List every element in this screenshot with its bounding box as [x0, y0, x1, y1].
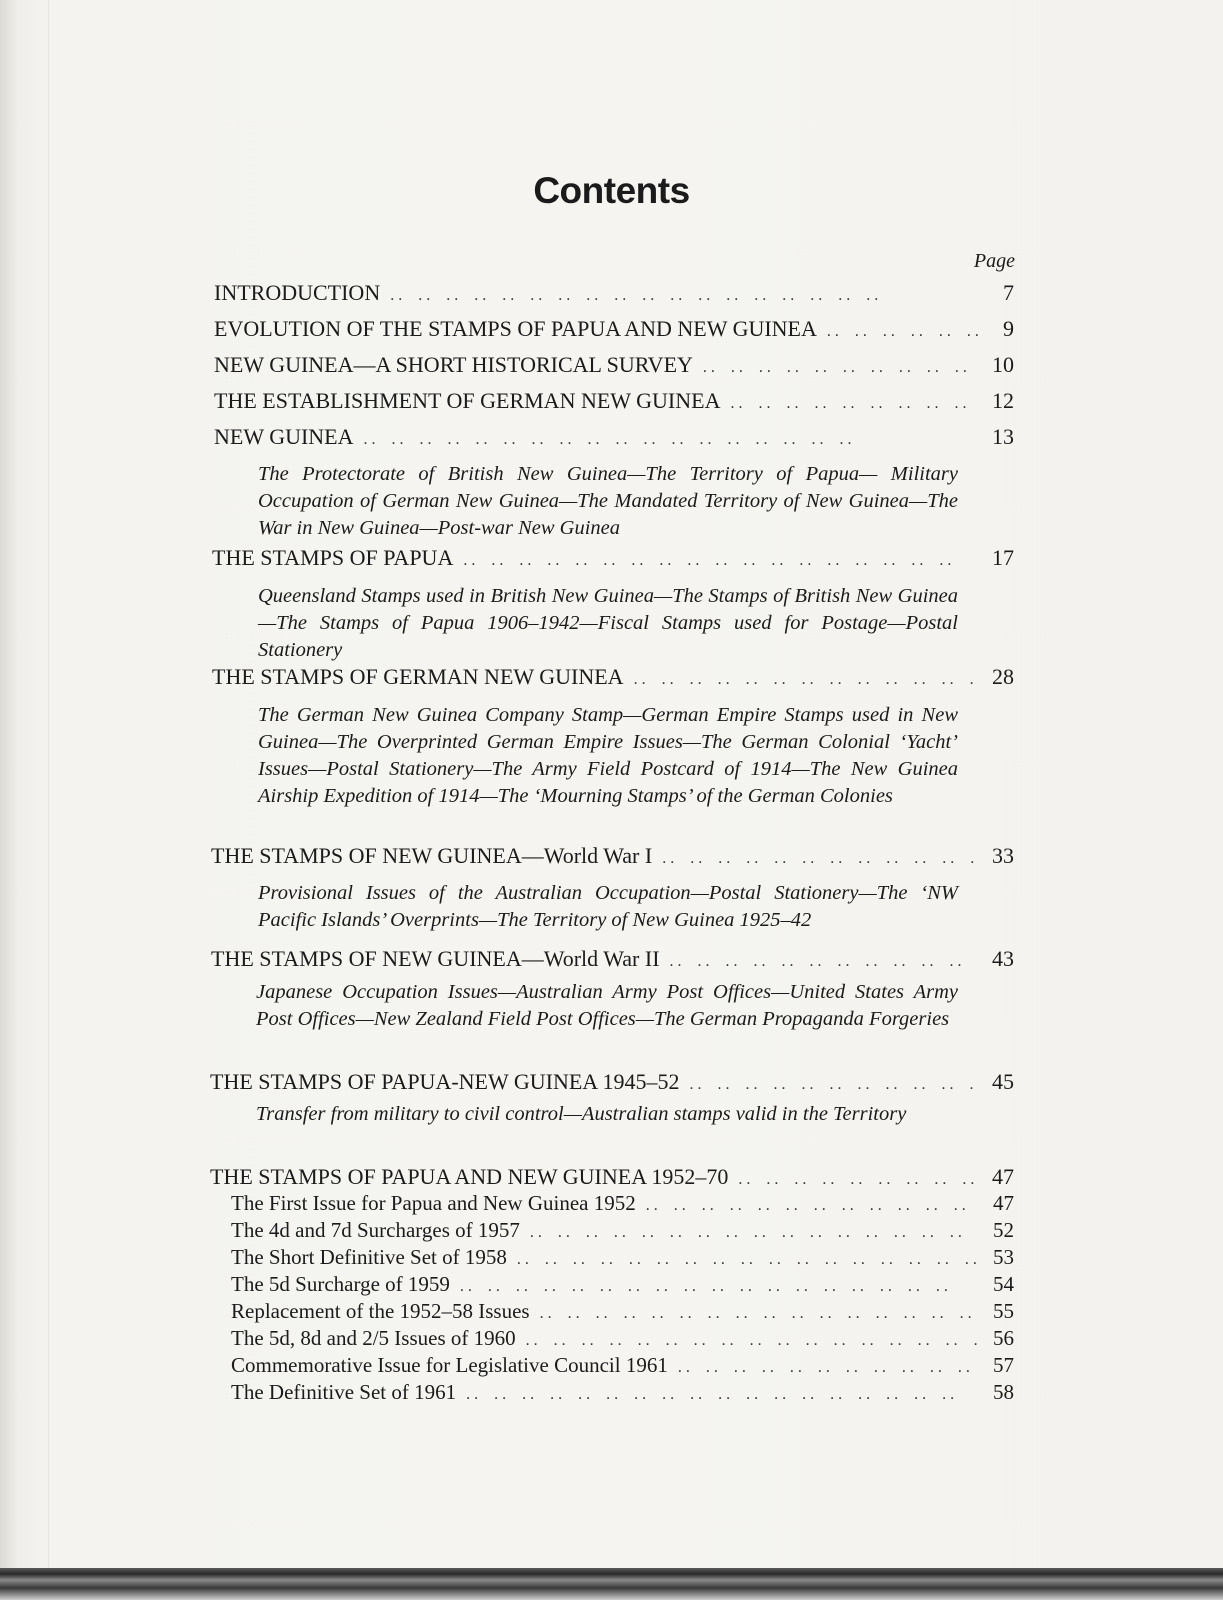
toc-sub-entry-title: The 4d and 7d Surcharges of 1957: [231, 1218, 520, 1242]
toc-entry-description: The German New Guinea Company Stamp—German Empire Stamps used in New Guinea—The Overprinted German Empire Issues—The German Colonial ‘Yacht’ Issues—Postal Stationery—The Army Field Postcard of 1914—The New Guinea Airship Expedition of 1914—The ‘Mourning Stamps’ of the German Colonies: [258, 704, 958, 807]
toc-sub-entry: [231, 1218, 1014, 1243]
leader-dots: [530, 1218, 978, 1243]
leader-dots: [703, 352, 978, 378]
leader-dots: [526, 1326, 978, 1351]
leader-dots: [689, 1069, 978, 1095]
toc-entry-page: 47: [992, 1164, 1014, 1189]
toc-sub-entry-page: 55: [993, 1299, 1014, 1323]
toc-sub-entry-page: 52: [993, 1218, 1014, 1242]
toc-sub-entry-title: The 5d Surcharge of 1959: [231, 1272, 450, 1296]
toc-sub-entry-title: The First Issue for Papua and New Guinea 1952: [231, 1191, 636, 1215]
toc-entry-introduction: [214, 280, 1014, 306]
toc-entry-title: NEW GUINEA: [214, 424, 354, 449]
leader-dots: [634, 664, 978, 690]
toc-entry-title: THE ESTABLISHMENT OF GERMAN NEW GUINEA: [214, 388, 721, 413]
toc-sub-entry-page: 54: [993, 1272, 1014, 1296]
toc-sub-entry-title: Commemorative Issue for Legislative Council 1961: [231, 1353, 668, 1377]
toc-entry-page: 43: [992, 946, 1014, 971]
page-column-header: Page: [973, 250, 1015, 272]
toc-sub-entry: [231, 1299, 1014, 1324]
toc-sub-entry-page: 57: [993, 1353, 1014, 1377]
toc-entry-title: THE STAMPS OF NEW GUINEA—World War II: [211, 946, 660, 971]
leader-dots: [646, 1191, 978, 1216]
toc-entry-description: Transfer from military to civil control—Australian stamps valid in the Territory: [256, 1103, 907, 1125]
toc-entry-title: THE STAMPS OF GERMAN NEW GUINEA: [212, 664, 624, 689]
leader-dots: [517, 1245, 978, 1270]
leader-dots: [466, 1380, 978, 1405]
toc-entry-page: 17: [992, 545, 1014, 570]
toc-entry-title: THE STAMPS OF PAPUA: [212, 545, 454, 570]
toc-entry-page: 13: [992, 424, 1014, 449]
toc-entry-1952-70: [210, 1164, 1014, 1190]
toc-sub-entry: [231, 1380, 1014, 1405]
leader-dots: [670, 946, 978, 972]
toc-sub-entry-title: The Definitive Set of 1961: [231, 1380, 457, 1404]
leader-dots: [662, 843, 978, 869]
leader-dots: [827, 316, 978, 342]
toc-entry-ww1: [211, 843, 1014, 869]
toc-entry-page: 9: [1003, 316, 1014, 341]
toc-entry-description: Queensland Stamps used in British New Guinea—The Stamps of British New Guinea—The Stamps of Papua 1906–1942—Fiscal Stamps used for Postage—Postal Stationery: [258, 585, 958, 661]
book-bottom-edge: [0, 1568, 1223, 1600]
leader-dots: [364, 424, 978, 450]
toc-entry-title: THE STAMPS OF PAPUA AND NEW GUINEA 1952–70: [210, 1164, 729, 1189]
toc-sub-entry: [231, 1272, 1014, 1297]
toc-entry-page: 33: [992, 843, 1014, 868]
leader-dots: [678, 1353, 978, 1378]
toc-sub-entry-page: 47: [993, 1191, 1014, 1215]
toc-sub-entry-title: The 5d, 8d and 2/5 Issues of 1960: [231, 1326, 516, 1350]
toc-sub-entry-title: Replacement of the 1952–58 Issues: [231, 1299, 530, 1323]
toc-entry-title: THE STAMPS OF NEW GUINEA—World War I: [211, 843, 653, 868]
toc-entry-page: 12: [992, 388, 1014, 413]
page-title: Contents: [533, 170, 690, 211]
leader-dots: [730, 388, 978, 414]
leader-dots: [463, 545, 978, 571]
leader-dots: [460, 1272, 978, 1297]
toc-entry-ww2: [211, 946, 1014, 972]
toc-entry-description: Japanese Occupation Issues—Australian Army Post Offices—United States Army Post Offices—New Zealand Field Post Offices—The German Propaganda Forgeries: [256, 981, 958, 1030]
toc-sub-entry-page: 56: [993, 1326, 1014, 1350]
leader-dots: [540, 1299, 978, 1324]
leader-dots: [390, 280, 978, 306]
toc-entry-evolution: [214, 316, 1014, 342]
toc-sub-entry: [231, 1326, 1014, 1351]
toc-entry-page: 45: [992, 1069, 1014, 1094]
toc-entry-page: 28: [992, 664, 1014, 689]
toc-sub-entry-page: 58: [993, 1380, 1014, 1404]
toc-entry-new-guinea: [214, 424, 1014, 450]
toc-entry-title: EVOLUTION OF THE STAMPS OF PAPUA AND NEW GUINEA: [214, 316, 817, 341]
toc-entry-title: NEW GUINEA—A SHORT HISTORICAL SURVEY: [214, 352, 693, 377]
toc-entry-german-new-guinea: [212, 664, 1014, 690]
leader-dots: [738, 1164, 978, 1190]
toc-entry-establishment: [214, 388, 1014, 414]
toc-sub-entry: [231, 1191, 1014, 1216]
toc-entry-page: 10: [992, 352, 1014, 377]
toc-entry-page: 7: [1003, 280, 1014, 305]
toc-entry-historical-survey: [214, 352, 1014, 378]
toc-entry-1945-52: [210, 1069, 1014, 1095]
toc-entry-title: THE STAMPS OF PAPUA-NEW GUINEA 1945–52: [210, 1069, 680, 1094]
toc-sub-entry-title: The Short Definitive Set of 1958: [231, 1245, 507, 1269]
toc-entry-description: The Protectorate of British New Guinea—The Territory of Papua— Military Occupation of German New Guinea—The Mandated Territory of New Guinea—The War in New Guinea—Post-war New Guinea: [258, 463, 958, 539]
toc-entry-stamps-of-papua: [212, 545, 1014, 571]
toc-sub-entry: [231, 1245, 1014, 1270]
toc-entry-title: INTRODUCTION: [214, 280, 381, 305]
toc-sub-entry-page: 53: [993, 1245, 1014, 1269]
toc-entry-description: Provisional Issues of the Australian Occupation—Postal Stationery—The ‘NW Pacific Islands’ Overprints—The Territory of New Guinea 1925–42: [258, 882, 958, 931]
toc-sub-entry: [231, 1353, 1014, 1378]
